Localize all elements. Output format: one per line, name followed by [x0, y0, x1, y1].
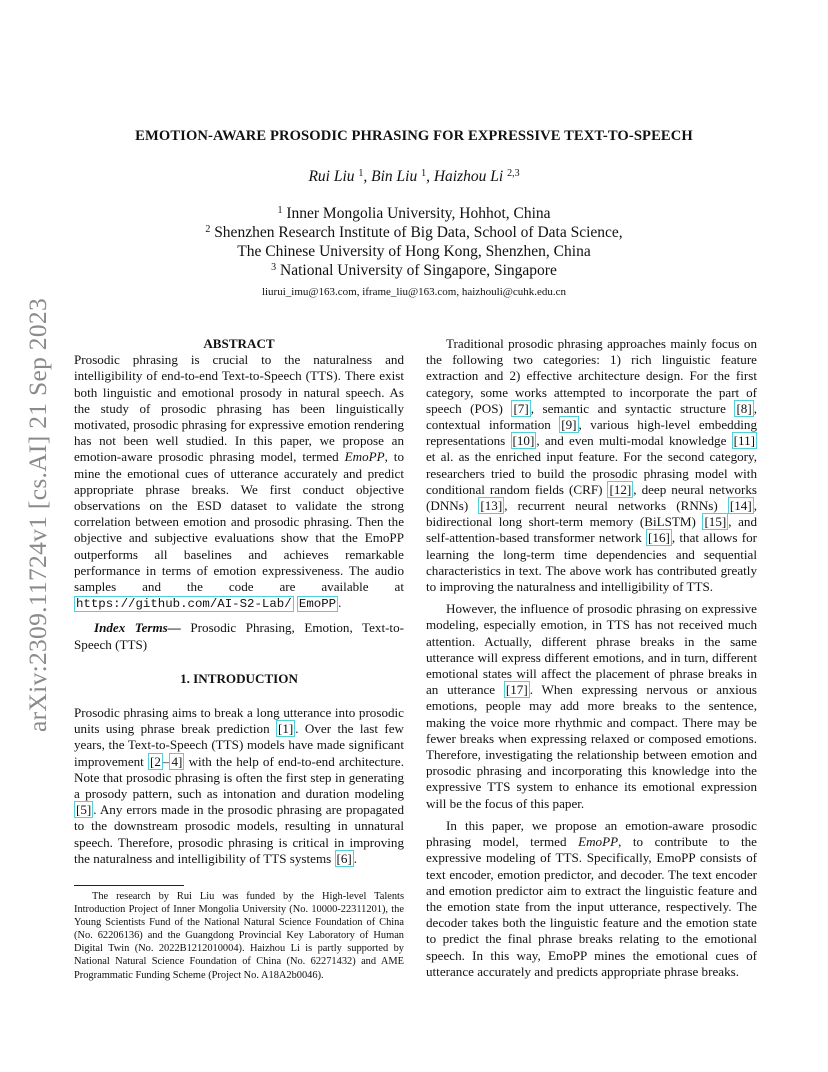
intro-text: Prosodic phrasing aims to break a long utterance into prosodic units using phrase break prediction [1] . Over the last few years, the Text-to-Speech (TTS) models have made significant improvement [2 – 4] with the help of end-to-end architecture. Note that prosodic phrasing is often the first step in generating a prosody pattern, such as intonation and duration modeling [5] . Any errors made in the prosodic phrasing are propagated to the downstream prosodic models, resulting in unnatural speech. Therefore, prosodic phrasing is critical in improving the naturalness and intelligibility of TTS systems [6] . [74, 705, 404, 866]
citation-link[interactable]: [17] [505, 682, 528, 698]
footnote-rule [74, 885, 184, 886]
paper-title: EMOTION-AWARE PROSODIC PHRASING FOR EXPRESSIVE TEXT-TO-SPEECH [135, 128, 693, 144]
citation-link[interactable]: [11] [733, 433, 755, 449]
citation-link[interactable]: [6] [336, 850, 352, 866]
footnote: The research by Rui Liu was funded by the High-level Talents Introduction Project of Inner Mongolia University (No. 10000-22311201), the Young Scientists Fund of the National Natural Science Foundation of China (No. 62206136) and the Guangdong Provincial Key Laboratory of Human Digital Twin (No. 2022B1212010004). Haizhou Li is partly supported by National Natural Science Foundation of China (No. 62271432) and AME Programmatic Funding Scheme (Project No. A18A2b0046). [74, 891, 404, 981]
citation-link[interactable]: [16] [648, 530, 670, 546]
citation-link[interactable]: [14] [729, 498, 752, 514]
intro-heading: 1. INTRODUCTION [180, 670, 298, 686]
author-name: Rui Liu [308, 168, 355, 185]
right-column [426, 336, 757, 980]
code-link-continued[interactable]: EmoPP [298, 597, 337, 612]
affiliation: The Chinese University of Hong Kong, Shenzhen, China [237, 243, 591, 260]
author-name: Bin Liu [371, 168, 418, 185]
affiliation: $^2$ Shenzhen Research Institute of Big Data, School of Data Science, [205, 224, 623, 241]
citation-link[interactable]: [13] [480, 498, 503, 514]
code-link[interactable]: https://github.com/AI-S2-Lab/ [76, 597, 292, 612]
citation-link[interactable]: [2 [150, 753, 161, 769]
author-emails: liurui_imu@163.com, iframe_liu@163.com, haizhouli@cuhk.edu.cn [261, 286, 567, 298]
paragraph: In this paper, we propose an emotion-aware prosodic phrasing model, termed EmoPP, to contribute to the expressive modeling of TTS. Specifically, EmoPP consists of text encoder, emotion predictor, and decoder. The text encoder and emotion predictor aim to extract the linguistic feature and the emotion state from the input utterance, respectively. The decoder takes both the linguistic feature and the emotion state to predict the final phrase breaks relating to the emotional speech. In this way, EmoPP mines the emotional cues of utterance accurately and predicts appropriate phrase breaks. [426, 817, 757, 979]
affiliation: $^3$ National University of Singapore, Singapore [271, 262, 557, 279]
abstract-heading: ABSTRACT [203, 336, 275, 351]
affiliation: $^1$ Inner Mongolia University, Hohhot, China [277, 205, 551, 222]
author-sup: 1 [421, 168, 427, 179]
author-sup: 1 [358, 168, 364, 179]
citation-link[interactable]: [10] [512, 433, 535, 449]
citation-link[interactable]: [7] [513, 400, 529, 416]
citation-link[interactable]: [12] [609, 481, 632, 497]
author-name: Haizhou Li [433, 168, 504, 185]
left-column [74, 336, 404, 867]
author-list: Rui Liu $^1$, Bin Liu $^1$, Haizhou Li $^{2,3}$ [308, 168, 520, 185]
paragraph: Traditional prosodic phrasing approaches mainly focus on the following two categories: 1) rich linguistic feature extraction and 2) effective architecture design. For the first category, some works attempted to incorporate the part of speech (POS) [7] , semantic and syntactic structure [8] , contextual information [9] , various high-level embedding representations [10] , and even multi-modal knowledge [11] et al. as the enriched input feature. For the second category, researchers tried to build the prosodic phrasing model with conditional random fields (CRF) [12] , deep neural networks (DNNs) [13] , recurrent neural networks (RNNs) [14] , bidirectional long short-term memory (BiLSTM) [15] , and self-attention-based transformer network [16] , that allows for learning the long-term time dependencies and sequential characteristics in text. The above work has contributed greatly to improving the naturalness and intelligibility of TTS. [426, 336, 758, 595]
citation-link[interactable]: [9] [561, 417, 577, 433]
citation-link[interactable]: [5] [76, 802, 92, 818]
paragraph: However, the influence of prosodic phrasing on expressive modeling, especially emotion, in TTS has not received much attention. Actually, different phrase breaks in the same utterance will express different emotions, and in turn, different emotional states will affect the placement of phrase breaks in an utterance [17] . When expressing nervous or anxious emotions, people may add more breaks to the sentence, making the voice more rhythmic and compact. There may be fewer breaks when expressing relaxed or composed emotions. Therefore, investigating the relationship between emotion and prosodic phrasing and incorporating this knowledge into the expressive TTS system to enhance its emotional expression will be the focus of this paper. [426, 601, 757, 811]
arxiv-stamp: arXiv:2309.11724v1 [cs.AI] 21 Sep 2023 [23, 298, 52, 732]
author-sup: 2,3 [507, 168, 520, 179]
index-terms: Index Terms— Prosodic Phrasing, Emotion, Text-to-Speech (TTS) [74, 620, 404, 652]
citation-link[interactable]: 4] [171, 753, 183, 769]
abstract-text: Prosodic phrasing is crucial to the naturalness and intelligibility of end-to-end Text-to-Speech (TTS). There exist both linguistic and emotional prosody in natural speech. As the study of prosodic phrasing has been linguistically motivated, prosodic phrasing for expressive emotion rendering has not been well studied. In this paper, we propose an emotion-aware prosodic phrasing model, termed EmoPP, to mine the emotional cues of utterance accurately and predict appropriate phrase breaks. We first conduct objective observations on the ESD dataset to validate the strong correlation between emotion and prosodic phrasing. Then the objective and subjective evaluations show that the EmoPP outperforms all baselines and achieves remarkable performance in terms of emotion expressiveness. The audio samples and the code are available at https://github.com/AI-S2-Lab/ EmoPP . [74, 352, 404, 612]
citation-link[interactable]: [1] [278, 721, 294, 737]
citation-link[interactable]: [15] [704, 514, 727, 530]
citation-link[interactable]: [8] [736, 400, 752, 416]
